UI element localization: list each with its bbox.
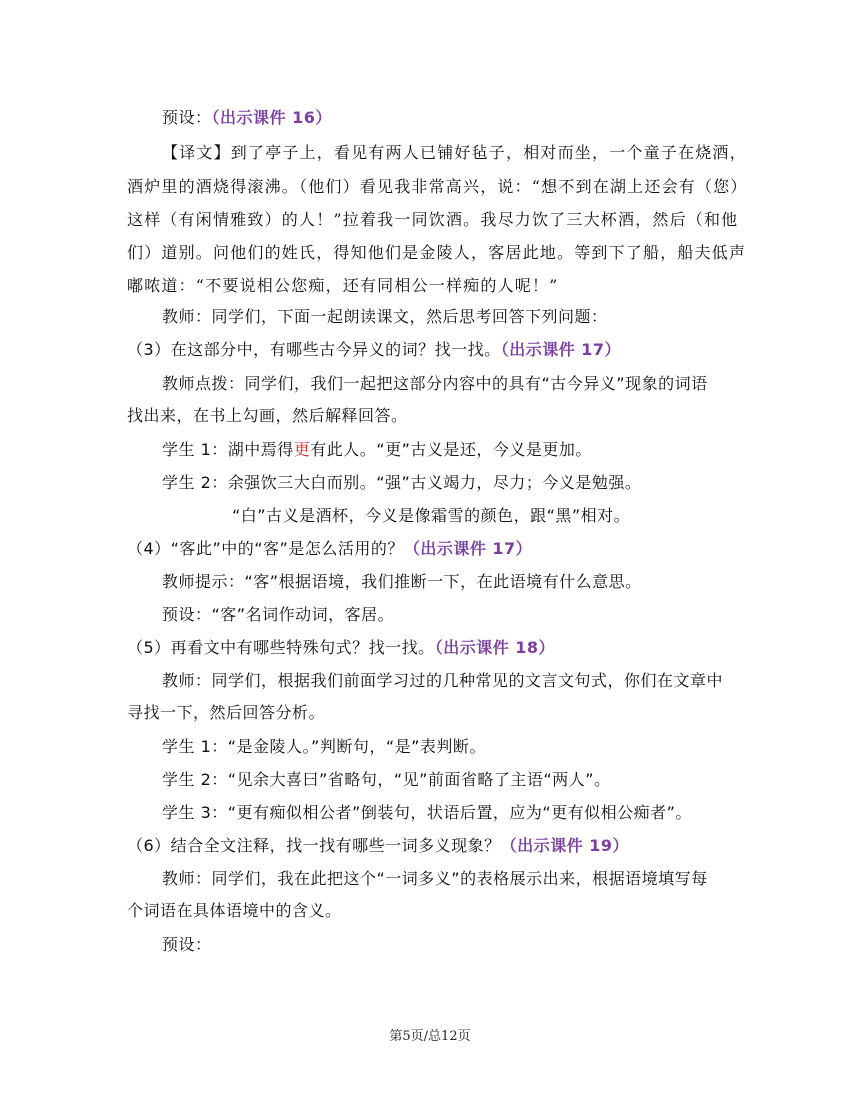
preset-6: 预设： — [162, 935, 212, 954]
teacher-hint-3-line-2: 找出来，在书上勾画，然后解释回答。 — [127, 406, 408, 425]
teacher-hint-3-line-1: 教师点拨：同学们，我们一起把这部分内容中的具有“古今异义”现象的词语 — [162, 374, 708, 393]
student-5-3: 学生 3：“更有痴似相公者”倒装句，状语后置，应为“更有似相公痴者”。 — [162, 803, 692, 822]
teacher-6-line-2: 个词语在具体语境中的含义。 — [127, 901, 342, 920]
highlighted-word: 更 — [293, 440, 311, 459]
student-2-answer-cont: “白”古义是酒杯，今义是像霜雪的颜色，跟“黑”相对。 — [232, 506, 631, 525]
teacher-6-line-1: 教师：同学们，我在此把这个“一词多义”的表格展示出来，根据语境填写每 — [162, 869, 708, 888]
page-number-footer: 第5页/总12页 — [389, 1029, 471, 1044]
student-1-after: 有此人。“更”古义是还，今义是更加。 — [310, 440, 592, 459]
teacher-instruction-1: 教师：同学们，下面一起朗读课文，然后思考回答下列问题： — [162, 307, 608, 326]
question-5-text: （5）再看文中有哪些特殊句式？找一找。 — [127, 638, 435, 657]
teacher-hint-4: 教师提示：“客”根据语境，我们推断一下，在此语境有什么意思。 — [162, 572, 642, 591]
teacher-5-line-1: 教师：同学们，根据我们前面学习过的几种常见的文言文句式，你们在文章中 — [162, 671, 724, 690]
question-6-text: （6）结合全文注释，找一找有哪些一词多义现象？ — [127, 836, 501, 855]
translation-line-3: 这样（有闲情雅致）的人！”拉着我一同饮酒。我尽力饮了三大杯酒，然后（和他 — [127, 210, 739, 229]
student-1-before: 学生 1：湖中焉得 — [162, 440, 294, 459]
courseware-ref-16: （出示课件 16） — [211, 108, 332, 127]
student-1-answer — [162, 440, 592, 460]
question-4-text: （4）“客此”中的“客”是怎么活用的？ — [127, 539, 404, 558]
student-2-answer: 学生 2：余强饮三大白而别。“强”古义竭力，尽力；今义是勉强。 — [162, 473, 642, 492]
teacher-5-line-2: 寻找一下，然后回答分析。 — [127, 703, 326, 722]
student-5-1: 学生 1：“是金陵人。”判断句，“是”表判断。 — [162, 737, 486, 756]
question-5 — [127, 638, 555, 658]
courseware-ref-19: （出示课件 19） — [500, 836, 630, 855]
question-3 — [127, 340, 621, 360]
courseware-ref-18: （出示课件 18） — [434, 638, 556, 657]
courseware-ref-17b: （出示课件 17） — [403, 539, 533, 558]
translation-line-1: 【译文】到了亭子上，看见有两人已铺好毡子，相对而坐，一个童子在烧酒， — [162, 143, 747, 162]
preset-line-1 — [162, 108, 332, 128]
question-6 — [127, 836, 629, 856]
translation-line-5: 嘟哝道：“不要说相公您痴，还有同相公一样痴的人呢！” — [127, 276, 559, 295]
question-3-text: （3）在这部分中，有哪些古今异义的词？找一找。 — [127, 340, 501, 359]
student-5-2: 学生 2：“见余大喜曰”省略句，“见”前面省略了主语“两人”。 — [162, 770, 611, 789]
preset-4: 预设：“客”名词作动词，客居。 — [162, 605, 395, 624]
translation-line-2: 酒炉里的酒烧得滚沸。（他们）看见我非常高兴，说：“想不到在湖上还会有（您） — [127, 177, 748, 196]
preset-label: 预设： — [162, 108, 212, 127]
translation-line-4: 们）道别。问他们的姓氏，得知他们是金陵人，客居此地。等到下了船，船夫低声 — [127, 243, 747, 262]
courseware-ref-17a: （出示课件 17） — [500, 340, 622, 359]
question-4 — [127, 539, 532, 559]
